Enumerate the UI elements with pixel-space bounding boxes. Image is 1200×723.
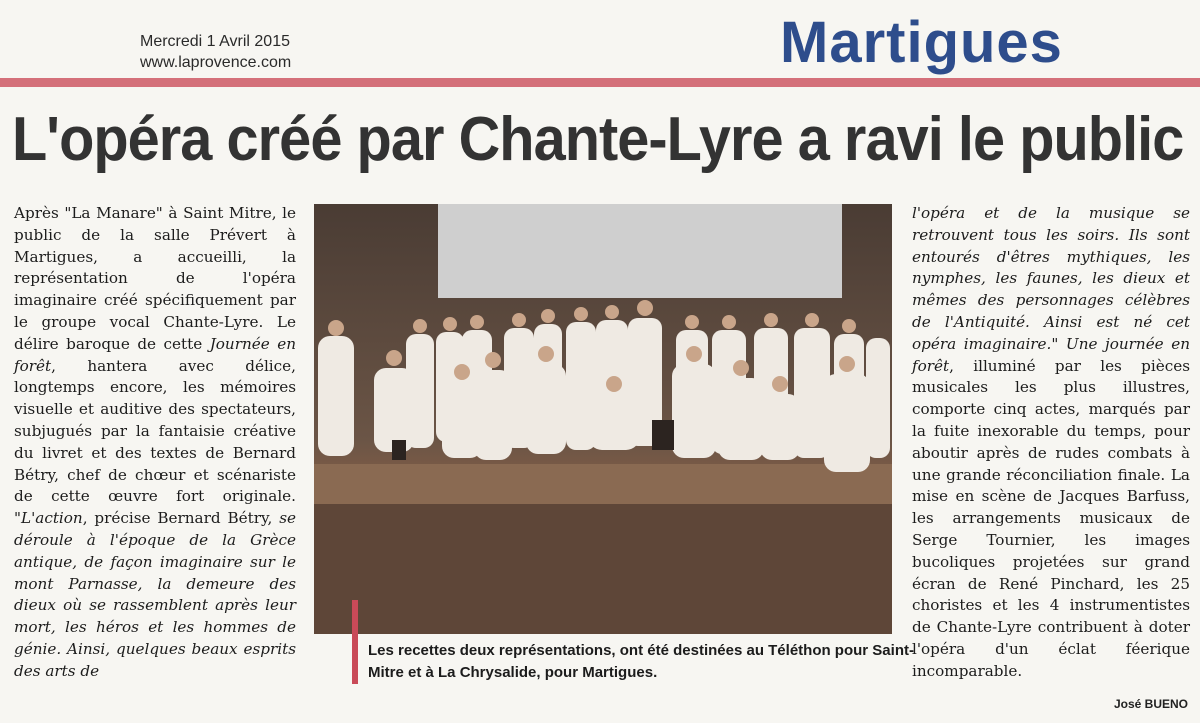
article-text-segment: Journée en forêt [14,334,296,375]
article-text-segment: se déroule à l'époque de la Grèce antique, de façon imaginaire sur le mont Parnasse, la demeure des dieux où se rassemblent après leur mort, les héros et les hommes de génie. Ainsi, quelques beaux esprits des arts de [14,509,296,680]
author-credit: José BUENO [1113,697,1188,711]
photo-caption: Les recettes deux représentations, ont été destinées au Téléthon pour Saint-Mitre et à La Chrysalide, pour Martigues. [368,642,914,681]
headline: L'opéra créé par Chante-Lyre a ravi le public [12,105,1184,174]
article-text-segment: L'action [21,509,83,528]
article-text-segment: Après "La Manare" à Saint Mitre, le public de la salle Prévert à Martigues, a accueilli, la représentation de l'opéra imaginaire créé spécifiquement par le groupe vocal Chante-Lyre. Le délire baroque de cette [14,204,296,353]
article-photo [314,204,892,634]
article-text-segment: l'opéra et de la musique se retrouvent tous les soirs. Ils sont entourés d'êtres mythiques, les nymphes, les faunes, les dieux et mêmes des personnages célèbres de l'Antiquité. Ainsi est né cet opéra imaginaire." Une journée en forêt [912,204,1190,375]
article-text-segment: , hantera avec délice, longtemps encore, les mémoires visuelle et auditive des spectateurs, subjugués par la fantaisie créative du livret et des textes de Bernard Bétry, chef de chœur et scénariste de cette œuvre fort originale. " [14,356,296,528]
publication-website: www.laprovence.com [140,54,292,71]
article-left-column [14,203,296,683]
publication-date: Mercredi 1 Avril 2015 [140,33,290,50]
section-title: Martigues [780,10,1063,75]
article-right-column [912,203,1190,683]
article-text-segment: , illuminé par les pièces musicales les plus illustres, comporte cinq actes, marqués par la fuite inexorable du temps, pour aboutir après de rudes combats à une grande réconciliation finale. La mise en scène de Jacques Barfuss, les arrangements musicaux de Serge Tournier, les images bucoliques projetées sur grand écran de René Pinchard, les 25 choristes et les 4 instrumentistes de Chante-Lyre contribuent à doter l'opéra d'un éclat féerique incomparable. [912,356,1190,680]
header-rule [0,78,1200,87]
article-text-segment: , précise Bernard Bétry, [82,509,280,528]
